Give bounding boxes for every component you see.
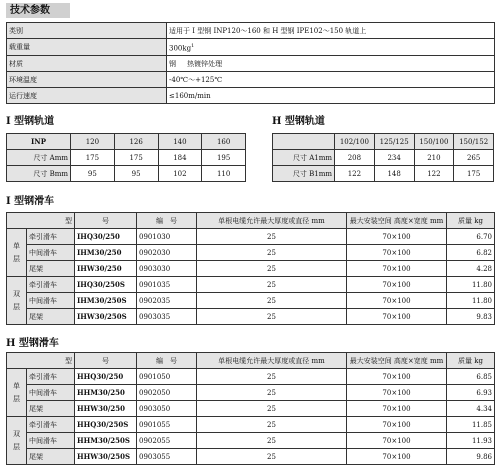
header-cell: 120 [71,134,115,150]
table-row [7,229,495,245]
group-label: 单 层 [7,369,27,417]
header-cell: 最大安装空间 高度×宽度 mm [347,213,447,229]
row-label: 尺寸 Amm [7,150,71,166]
table-row [7,166,246,182]
code-cell: 0903055 [137,449,197,465]
param-value: $300kg^1$ [167,39,495,56]
table-header-row [7,213,495,229]
space-cell: 70×100 [347,309,447,325]
space-cell: 70×100 [347,433,447,449]
code-cell: 0902035 [137,293,197,309]
table-row [7,56,495,72]
header-cell: 140 [158,134,202,150]
model-cell: HHW30/250 [75,401,137,417]
table-row [7,39,495,56]
header-cell: 160 [202,134,246,150]
type-cell: 中间滑车 [27,245,75,261]
space-cell: 70×100 [347,449,447,465]
model-cell: IHM30/250S [75,293,137,309]
table-header-row [7,353,495,369]
header-cell: 编 号 [137,213,197,229]
code-cell: 0903035 [137,309,197,325]
param-value: -40℃～+125℃ [167,72,495,88]
tech-params-table [6,22,495,104]
h-trolley-table [6,352,495,465]
code-cell: 0901035 [137,277,197,293]
header-cell [273,134,335,150]
header-cell: 150/152 [454,134,494,150]
model-cell: HHW30/250S [75,449,137,465]
space-cell: 70×100 [347,229,447,245]
model-cell: HHM30/250 [75,385,137,401]
space-cell: 70×100 [347,401,447,417]
param-label: 材质 [7,56,167,72]
weight-cell: 11.80 [447,293,495,309]
cell: 208 [335,150,375,166]
i-trolley-table [6,212,495,325]
table-header-row [7,134,246,150]
weight-cell: 11.93 [447,433,495,449]
table-row [7,88,495,104]
code-cell: 0902050 [137,385,197,401]
cable-cell: 25 [197,433,347,449]
table-row [7,369,495,385]
type-cell: 牵引滑车 [27,229,75,245]
code-cell: 0901055 [137,417,197,433]
table-row [7,449,495,465]
space-cell: 70×100 [347,261,447,277]
header-cell: INP [7,134,71,150]
h-rail-title: H 型钢轨道 [272,116,325,127]
i-rail-table [6,133,246,182]
type-cell: 尾架 [27,449,75,465]
table-row [7,261,495,277]
table-row [7,433,495,449]
type-cell: 尾架 [27,309,75,325]
type-cell: 中间滑车 [27,385,75,401]
group-label: 单 层 [7,229,27,277]
model-cell: IHW30/250S [75,309,137,325]
type-cell: 尾架 [27,401,75,417]
weight-cell: 6.85 [447,369,495,385]
cell: 122 [414,166,454,182]
cable-cell: 25 [197,245,347,261]
row-label: 尺寸 A1mm [273,150,335,166]
header-cell: 最大安装空间 高度×宽度 mm [347,353,447,369]
header-cell: 125/125 [374,134,414,150]
param-value: 适用于 I 型钢 INP120～160 和 H 型钢 IPE102～150 轨道上 [167,23,495,39]
header-cell: 质量 kg [447,213,495,229]
header-cell: 126 [114,134,158,150]
row-label: 尺寸 Bmm [7,166,71,182]
weight-cell: 9.86 [447,449,495,465]
header-cell: 号 [75,213,137,229]
type-cell: 牵引滑车 [27,369,75,385]
header-cell: 型 [7,213,75,229]
space-cell: 70×100 [347,385,447,401]
type-cell: 尾架 [27,261,75,277]
type-cell: 牵引滑车 [27,417,75,433]
cell: 265 [454,150,494,166]
table-row [7,245,495,261]
type-cell: 牵引滑车 [27,277,75,293]
header-cell: 质量 kg [447,353,495,369]
table-row [7,401,495,417]
cable-cell: 25 [197,385,347,401]
type-cell: 中间滑车 [27,293,75,309]
code-cell: 0901030 [137,229,197,245]
model-cell: IHW30/250 [75,261,137,277]
model-cell: HHQ30/250S [75,417,137,433]
header-cell: 单根电缆允许最大厚度或直径 mm [197,213,347,229]
code-cell: 0903030 [137,261,197,277]
table-row [273,150,494,166]
row-label: 尺寸 B1mm [273,166,335,182]
weight-cell: 11.85 [447,417,495,433]
space-cell: 70×100 [347,277,447,293]
weight-cell: 6.93 [447,385,495,401]
cell: 95 [114,166,158,182]
h-rail-table [272,133,494,182]
cell: 175 [71,150,115,166]
table-row [7,293,495,309]
weight-cell: 4.28 [447,261,495,277]
header-cell: 编 号 [137,353,197,369]
model-cell: HHM30/250S [75,433,137,449]
model-cell: IHQ30/250S [75,277,137,293]
cell: 110 [202,166,246,182]
cell: 175 [454,166,494,182]
table-row [7,72,495,88]
type-cell: 中间滑车 [27,433,75,449]
tech-params-title: 技术参数 [6,3,70,18]
table-row [7,277,495,293]
cable-cell: 25 [197,261,347,277]
header-cell: 150/100 [414,134,454,150]
header-cell: 号 [75,353,137,369]
space-cell: 70×100 [347,293,447,309]
group-label: 双 层 [7,277,27,325]
cable-cell: 25 [197,401,347,417]
cable-cell: 25 [197,417,347,433]
i-trolley-title: I 型钢滑车 [6,196,55,207]
i-rail-title: I 型钢轨道 [6,116,55,127]
table-row [7,309,495,325]
table-row [273,166,494,182]
cell: 95 [71,166,115,182]
param-value: ≤160m/min [167,88,495,104]
header-cell: 型 [7,353,75,369]
cell: 210 [414,150,454,166]
model-cell: IHQ30/250 [75,229,137,245]
cell: 148 [374,166,414,182]
table-row [7,385,495,401]
cell: 184 [158,150,202,166]
param-label: 运行速度 [7,88,167,104]
model-cell: IHM30/250 [75,245,137,261]
cell: 234 [374,150,414,166]
code-cell: 0902055 [137,433,197,449]
cell: 175 [114,150,158,166]
header-cell: 102/100 [335,134,375,150]
cable-cell: 25 [197,277,347,293]
weight-cell: 11.80 [447,277,495,293]
cable-cell: 25 [197,309,347,325]
space-cell: 70×100 [347,369,447,385]
table-row [7,23,495,39]
weight-cell: 6.70 [447,229,495,245]
code-cell: 0902030 [137,245,197,261]
weight-cell: 9.83 [447,309,495,325]
table-header-row [273,134,494,150]
code-cell: 0901050 [137,369,197,385]
cable-cell: 25 [197,449,347,465]
table-row [7,150,246,166]
h-trolley-title: H 型钢滑车 [6,338,59,349]
cell: 122 [335,166,375,182]
code-cell: 0903050 [137,401,197,417]
param-label: 环境温度 [7,72,167,88]
header-cell: 单根电缆允许最大厚度或直径 mm [197,353,347,369]
weight-cell: 4.34 [447,401,495,417]
weight-cell: 6.82 [447,245,495,261]
table-row [7,417,495,433]
group-label: 双 层 [7,417,27,465]
model-cell: HHQ30/250 [75,369,137,385]
cell: 102 [158,166,202,182]
space-cell: 70×100 [347,245,447,261]
cable-cell: 25 [197,293,347,309]
cable-cell: 25 [197,229,347,245]
param-label: 载重量 [7,39,167,56]
cell: 195 [202,150,246,166]
param-label: 类别 [7,23,167,39]
param-value: 钢 热镀锌处理 [167,56,495,72]
space-cell: 70×100 [347,417,447,433]
cable-cell: 25 [197,369,347,385]
